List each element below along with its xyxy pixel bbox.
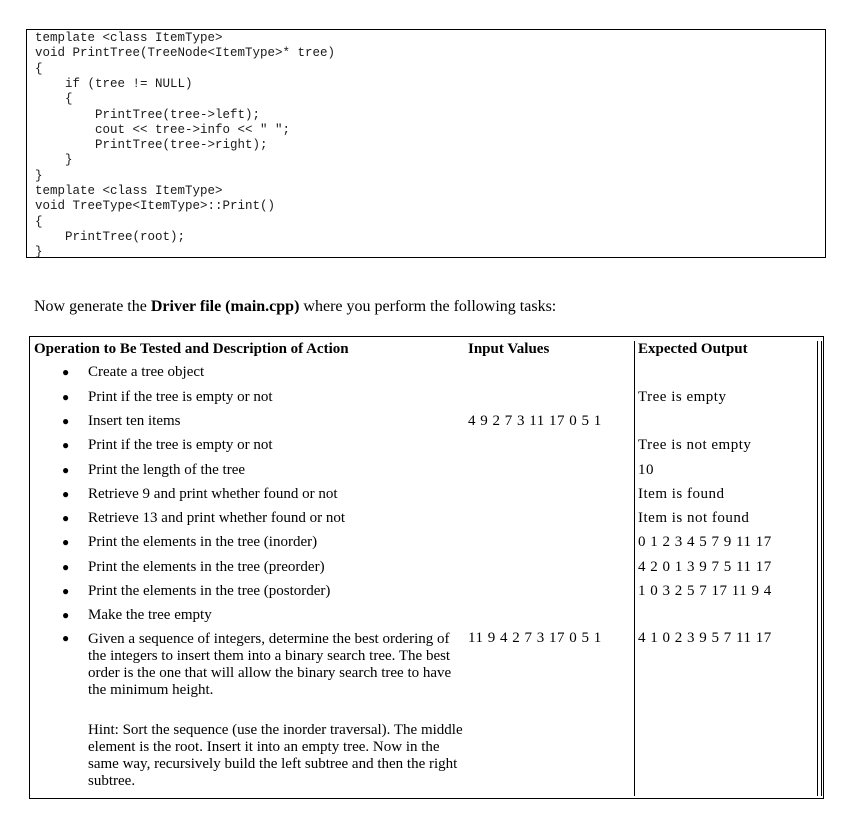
intro-prefix: Now generate the — [34, 298, 151, 315]
operation-text: Print the elements in the tree (preorder) — [88, 559, 325, 575]
bullet-icon: ● — [62, 631, 70, 645]
bullet-icon: ● — [62, 584, 70, 598]
column-divider — [634, 341, 635, 796]
column-divider — [817, 341, 818, 796]
code-line: void TreeType<ItemType>::Print() — [35, 199, 276, 214]
code-line: template <class ItemType> — [35, 31, 223, 45]
intro-bold: Driver file (main.cpp) — [150, 298, 300, 315]
bullet-icon: ● — [62, 511, 70, 525]
bullet-icon: ● — [62, 560, 70, 574]
code-line: cout << tree->info << " "; — [35, 122, 291, 137]
sequence-task-description: Given a sequence of integers, determine the best ordering of the integers to insert them into a binary search tree. The best order is the one that will allow the binary search tree to have the minimum height. — [88, 631, 452, 698]
code-line: } — [35, 245, 43, 260]
code-line: { — [35, 61, 43, 76]
expected-output: Item is found — [638, 486, 725, 502]
bullet-icon: ● — [62, 390, 70, 404]
code-line: PrintTree(tree->left); — [35, 107, 261, 122]
bullet-icon: ● — [62, 463, 70, 477]
operation-text: Create a tree object — [88, 364, 205, 380]
bullet-icon: ● — [62, 438, 70, 452]
expected-output: Tree is empty — [638, 389, 727, 405]
expected-output: 1 0 3 2 5 7 17 11 9 4 — [638, 583, 772, 599]
expected-output: Item is not found — [638, 510, 750, 526]
operation-text: Print if the tree is empty or not — [88, 437, 273, 453]
column-divider — [821, 341, 822, 796]
bullet-icon: ● — [62, 487, 70, 501]
expected-output: 10 — [638, 462, 654, 478]
operation-text: Retrieve 13 and print whether found or not — [88, 510, 346, 526]
operation-text: Print if the tree is empty or not — [88, 389, 273, 405]
operation-text: Print the elements in the tree (postorder) — [88, 583, 331, 599]
header-operation: Operation to Be Tested and Description of Action — [34, 341, 349, 357]
expected-output: 4 1 0 2 3 9 5 7 11 17 — [638, 630, 772, 646]
bullet-icon: ● — [62, 365, 70, 379]
sequence-task-hint: Hint: Sort the sequence (use the inorder traversal). The middle element is the root. Insert it into an empty tree. Now in the same way, recursively build the left subtree and then the right subtree. — [88, 722, 463, 789]
code-line: } — [35, 168, 43, 183]
input-values: 11 9 4 2 7 3 17 0 5 1 — [468, 630, 602, 646]
tasks-table — [29, 336, 824, 799]
header-output: Expected Output — [638, 341, 748, 357]
intro-suffix: where you perform the following tasks: — [299, 298, 557, 315]
header-input: Input Values — [468, 341, 550, 357]
intro-text — [34, 298, 556, 316]
code-line: PrintTree(tree->right); — [35, 138, 268, 153]
expected-output: 4 2 0 1 3 9 7 5 11 17 — [638, 559, 772, 575]
code-line: if (tree != NULL) — [35, 76, 193, 91]
operation-text: Make the tree empty — [88, 607, 212, 623]
operation-text: Print the elements in the tree (inorder) — [88, 534, 318, 550]
bullet-icon: ● — [62, 414, 70, 428]
code-line: PrintTree(root); — [35, 229, 186, 244]
bullet-icon: ● — [62, 535, 70, 549]
expected-output: 0 1 2 3 4 5 7 9 11 17 — [638, 534, 772, 550]
input-values: 4 9 2 7 3 11 17 0 5 1 — [468, 413, 602, 429]
code-line: { — [35, 214, 43, 229]
operation-text: Insert ten items — [88, 413, 181, 429]
code-line: void PrintTree(TreeNode<ItemType>* tree) — [35, 46, 336, 61]
operation-text: Retrieve 9 and print whether found or not — [88, 486, 338, 502]
expected-output: Tree is not empty — [638, 437, 752, 453]
code-line: } — [35, 153, 73, 168]
bullet-icon: ● — [62, 608, 70, 622]
code-line: template <class ItemType> — [35, 184, 223, 198]
code-line: { — [35, 92, 73, 107]
code-snippet-box — [26, 29, 826, 258]
operation-text: Print the length of the tree — [88, 462, 246, 478]
